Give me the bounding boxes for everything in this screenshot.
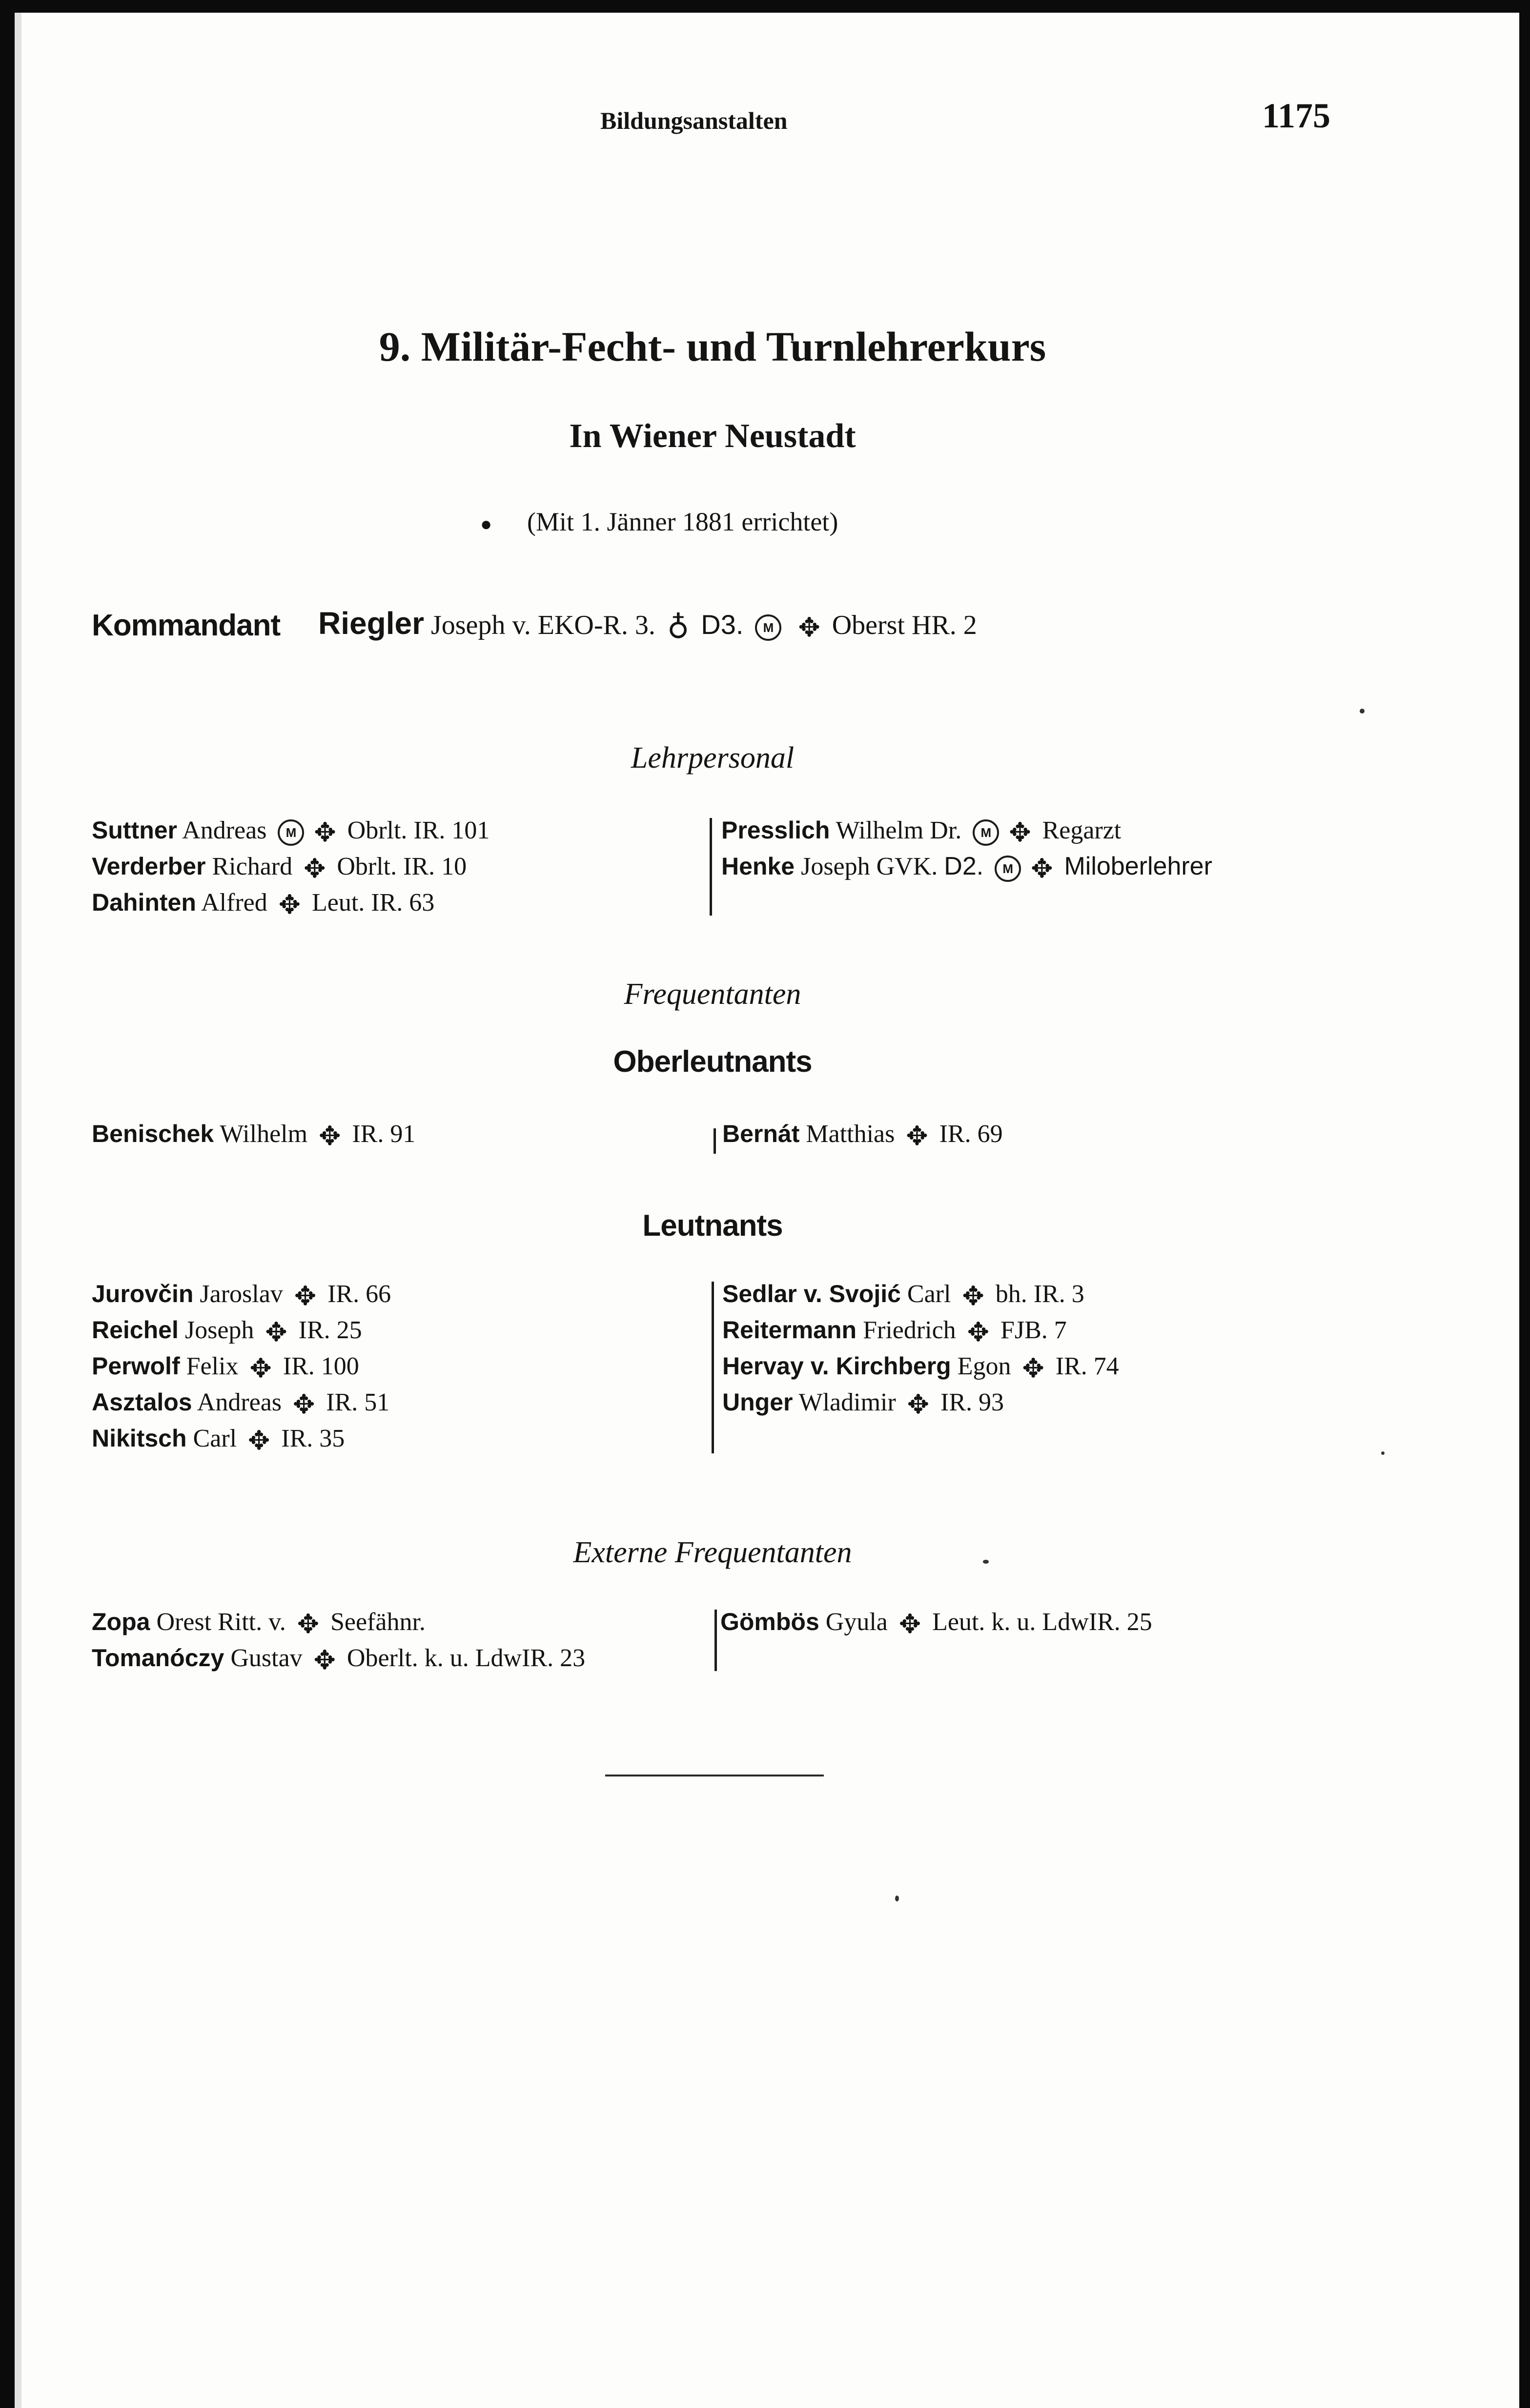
cross-icon: ✥: [907, 1389, 930, 1420]
scan-speck: [983, 1560, 989, 1564]
list-item: Sedlar v. Svojić Carl ✥ bh. IR. 3: [722, 1280, 1084, 1312]
scan-speck: [1381, 1451, 1385, 1455]
cross-icon: ✥: [798, 612, 820, 643]
page-number: 1175: [1262, 96, 1331, 135]
list-item: Reitermann Friedrich ✥ FJB. 7: [722, 1316, 1067, 1348]
column-divider: [712, 1282, 714, 1453]
scan-speck: [1360, 709, 1365, 714]
medal-icon: M: [995, 856, 1021, 882]
medal-icon: M: [755, 614, 781, 641]
commander-details: Joseph v. EKO-R. 3.: [430, 610, 655, 640]
cross-icon: ✥: [294, 1281, 317, 1312]
cross-icon: ✥: [967, 1317, 989, 1348]
scan-speck: [895, 1896, 899, 1901]
medal-icon: M: [973, 819, 999, 846]
cross-icon: ✥: [319, 1121, 341, 1152]
bullet-icon: ●: [480, 513, 492, 535]
page-subtitle: In Wiener Neustadt: [569, 417, 856, 455]
scan-border-top: [0, 0, 1530, 13]
cross-icon: ✥: [304, 853, 326, 884]
section-lieutenants: Leutnants: [642, 1209, 783, 1243]
list-item: Verderber Richard ✥ Obrlt. IR. 10: [92, 853, 467, 884]
cross-icon: ✥: [1009, 817, 1031, 848]
page-title: 9. Militär-Fecht- und Turnlehrerkurs: [379, 323, 1046, 370]
list-item: Tomanóczy Gustav ✥ Oberlt. k. u. LdwIR. 23: [92, 1644, 586, 1676]
cross-icon: ✥: [313, 1645, 336, 1676]
commander-label: Kommandant: [92, 609, 281, 642]
commander-entry: [318, 605, 977, 646]
commander-surname: Riegler: [318, 606, 424, 641]
section-first-lieutenants: Oberleutnants: [613, 1045, 812, 1079]
section-teaching-staff: Lehrpersonal: [631, 741, 795, 775]
list-item: Gömbös Gyula ✥ Leut. k. u. LdwIR. 25: [720, 1608, 1152, 1640]
column-divider: [710, 818, 712, 916]
list-item: Suttner Andreas M ✥ Obrlt. IR. 101: [92, 816, 490, 848]
cross-icon: ✥: [898, 1609, 921, 1640]
cross-icon: ✥: [314, 817, 336, 848]
cross-icon: ✥: [249, 1353, 272, 1384]
cross-icon: ✥: [278, 889, 301, 920]
commander-rank: Oberst HR. 2: [832, 610, 977, 640]
list-item: Hervay v. Kirchberg Egon ✥ IR. 74: [722, 1352, 1119, 1384]
cross-icon: ✥: [293, 1389, 315, 1420]
list-item: Nikitsch Carl ✥ IR. 35: [92, 1425, 345, 1456]
section-external-attendees: Externe Frequentanten: [573, 1536, 852, 1569]
cross-icon: ✥: [906, 1121, 928, 1152]
cross-icon: ✥: [248, 1425, 270, 1456]
list-item: Bernát Matthias ✥ IR. 69: [722, 1120, 1003, 1152]
commander-decoration: D3.: [701, 609, 744, 640]
list-item: Asztalos Andreas ✥ IR. 51: [92, 1388, 390, 1420]
column-divider: [714, 1128, 716, 1154]
running-head: Bildungsanstalten: [600, 107, 788, 134]
list-item: Dahinten Alfred ✥ Leut. IR. 63: [92, 889, 435, 920]
cross-icon: ✥: [1022, 1353, 1044, 1384]
list-item: Jurovčin Jaroslav ✥ IR. 66: [92, 1280, 391, 1312]
cross-icon: ✥: [265, 1317, 287, 1348]
medal-icon: M: [278, 819, 304, 846]
list-item: Zopa Orest Ritt. v. ✥ Seefähnr.: [92, 1608, 426, 1640]
scan-border-right: [1519, 0, 1530, 2408]
list-item: Henke Joseph GVK. D2. M ✥ Miloberlehrer: [721, 852, 1212, 884]
list-item: Benischek Wilhelm ✥ IR. 91: [92, 1120, 416, 1152]
cross-icon: ✥: [297, 1609, 319, 1640]
list-item: Reichel Joseph ✥ IR. 25: [92, 1316, 362, 1348]
section-attendees: Frequentanten: [624, 978, 801, 1011]
end-rule: [605, 1775, 824, 1776]
list-item: Unger Wladimir ✥ IR. 93: [722, 1388, 1004, 1420]
column-divider: [714, 1610, 717, 1671]
list-item: Perwolf Felix ✥ IR. 100: [92, 1352, 359, 1384]
list-item: Presslich Wilhelm Dr. M ✥ Regarzt: [721, 816, 1122, 848]
cross-icon: ✥: [1031, 853, 1053, 884]
order-icon: ♁: [667, 610, 690, 646]
cross-icon: ✥: [962, 1281, 984, 1312]
founding-note: (Mit 1. Jänner 1881 errichtet): [527, 507, 838, 536]
